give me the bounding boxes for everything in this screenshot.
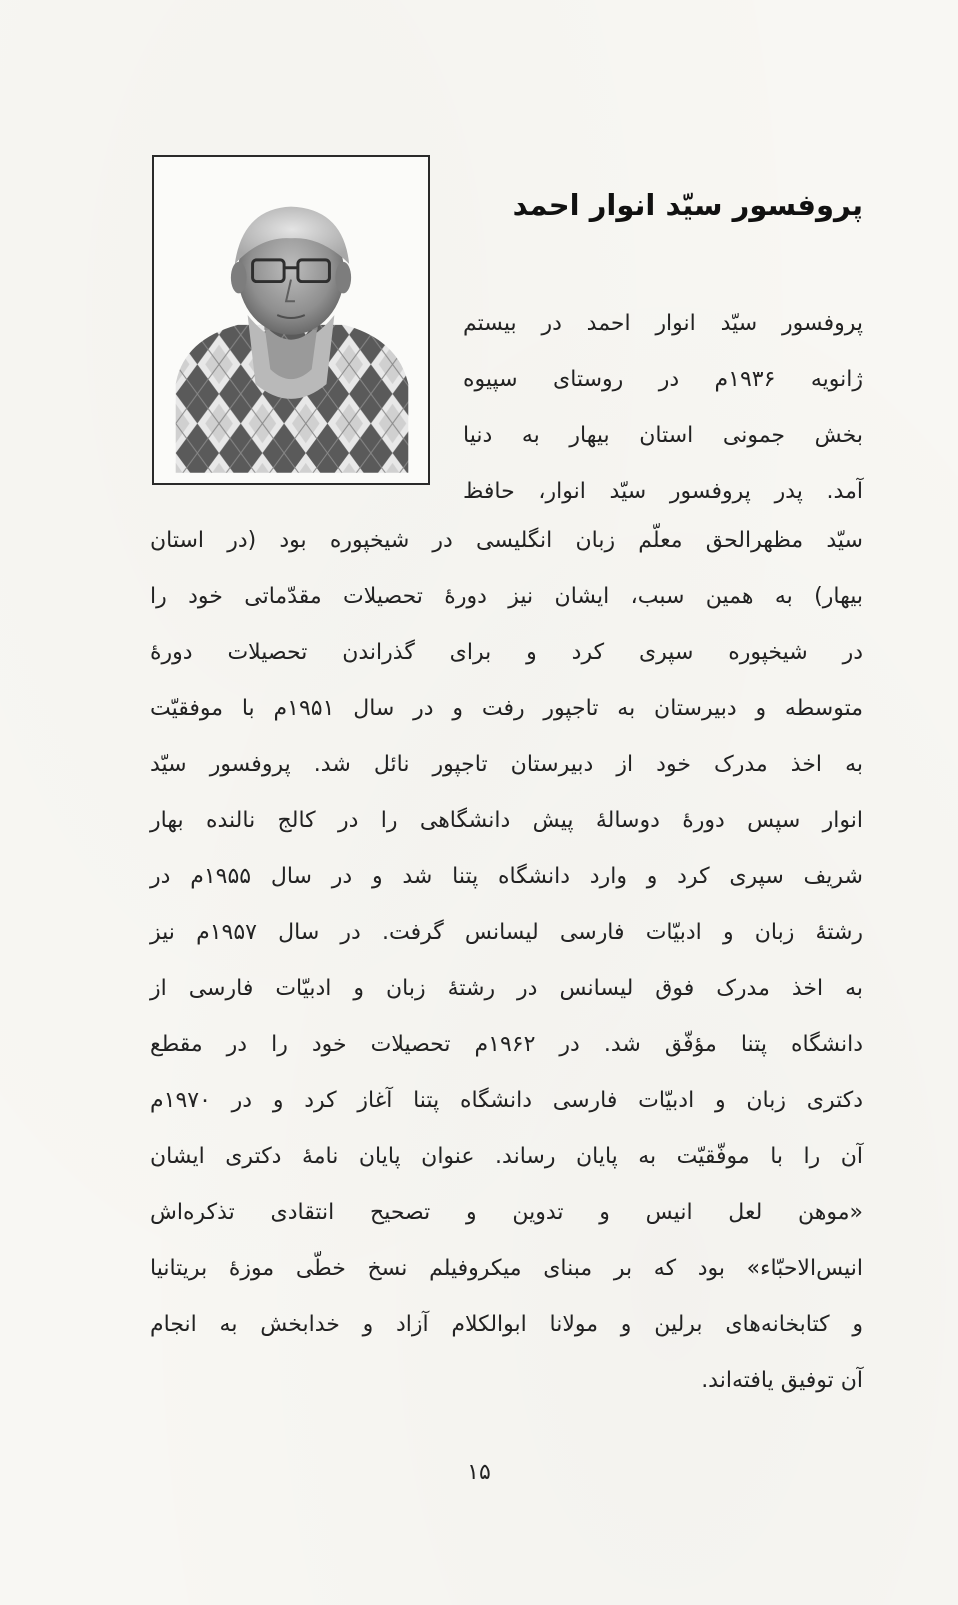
text-line: شریف سپری کرد و وارد دانشگاه پتنا شد و در سال ۱۹۵۵م در	[150, 864, 863, 889]
body-paragraph-beside-photo	[463, 296, 863, 520]
body-paragraph-full-width	[150, 513, 863, 1409]
text-line: به اخذ مدرک خود از دبیرستان تاجپور نائل شد. پروفسور سیّد	[150, 752, 863, 777]
page-number: ۱۵	[467, 1460, 491, 1485]
text-line: در شیخپوره سپری کرد و برای گذراندن تحصیلات دورهٔ	[150, 640, 863, 665]
text-line: انوار سپس دورهٔ دوسالهٔ پیش دانشگاهی را در کالج نالنده بهار	[150, 808, 863, 833]
article-title: پروفسور سیّد انوار احمد	[512, 188, 863, 222]
text-line: آن را با موفّقیّت به پایان رساند. عنوان پایان نامهٔ دکتری ایشان	[150, 1144, 863, 1169]
text-line: «موهن لعل انیس و تدوین و تصحیح انتقادی تذکره‌اش	[150, 1200, 863, 1225]
text-line: سیّد مظهرالحق معلّم زبان انگلیسی در شیخپوره بود (در استان	[150, 528, 863, 553]
text-line: متوسطه و دبیرستان به تاجپور رفت و در سال ۱۹۵۱م با موفقیّت	[150, 696, 863, 721]
text-line: رشتهٔ زبان و ادبیّات فارسی لیسانس گرفت. در سال ۱۹۵۷م نیز	[150, 920, 864, 945]
text-line: بخش جمونی استان بیهار به دنیا	[463, 423, 863, 448]
text-line: دانشگاه پتنا مؤفّق شد. در ۱۹۶۲م تحصیلات خود را در مقطع	[150, 1032, 863, 1057]
text-line: و کتابخانه‌های برلین و مولانا ابوالکلام آزاد و خدابخش به انجام	[150, 1312, 863, 1337]
text-line: آمد. پدر پروفسور سیّد انوار، حافظ	[463, 479, 863, 504]
text-line: دکتری زبان و ادبیّات فارسی دانشگاه پتنا آغاز کرد و در ۱۹۷۰م	[150, 1088, 863, 1113]
text-line: پروفسور سیّد انوار احمد در بیستم	[463, 311, 863, 336]
text-line: ژانویه ۱۹۳۶م در روستای سپیوه	[463, 367, 863, 392]
portrait-photo	[152, 155, 430, 485]
text-line-final: آن توفیق یافته‌اند.	[701, 1368, 863, 1393]
text-line: انیس‌الاحبّاء» بود که بر مبنای میکروفیلم نسخ خطّی موزهٔ بریتانیا	[150, 1256, 863, 1281]
portrait-photo-icon	[154, 157, 428, 483]
text-line: بیهار) به همین سبب، ایشان نیز دورهٔ تحصیلات مقدّماتی خود را	[150, 584, 863, 609]
text-line: به اخذ مدرک فوق لیسانس در رشتهٔ زبان و ادبیّات فارسی از	[150, 976, 863, 1001]
